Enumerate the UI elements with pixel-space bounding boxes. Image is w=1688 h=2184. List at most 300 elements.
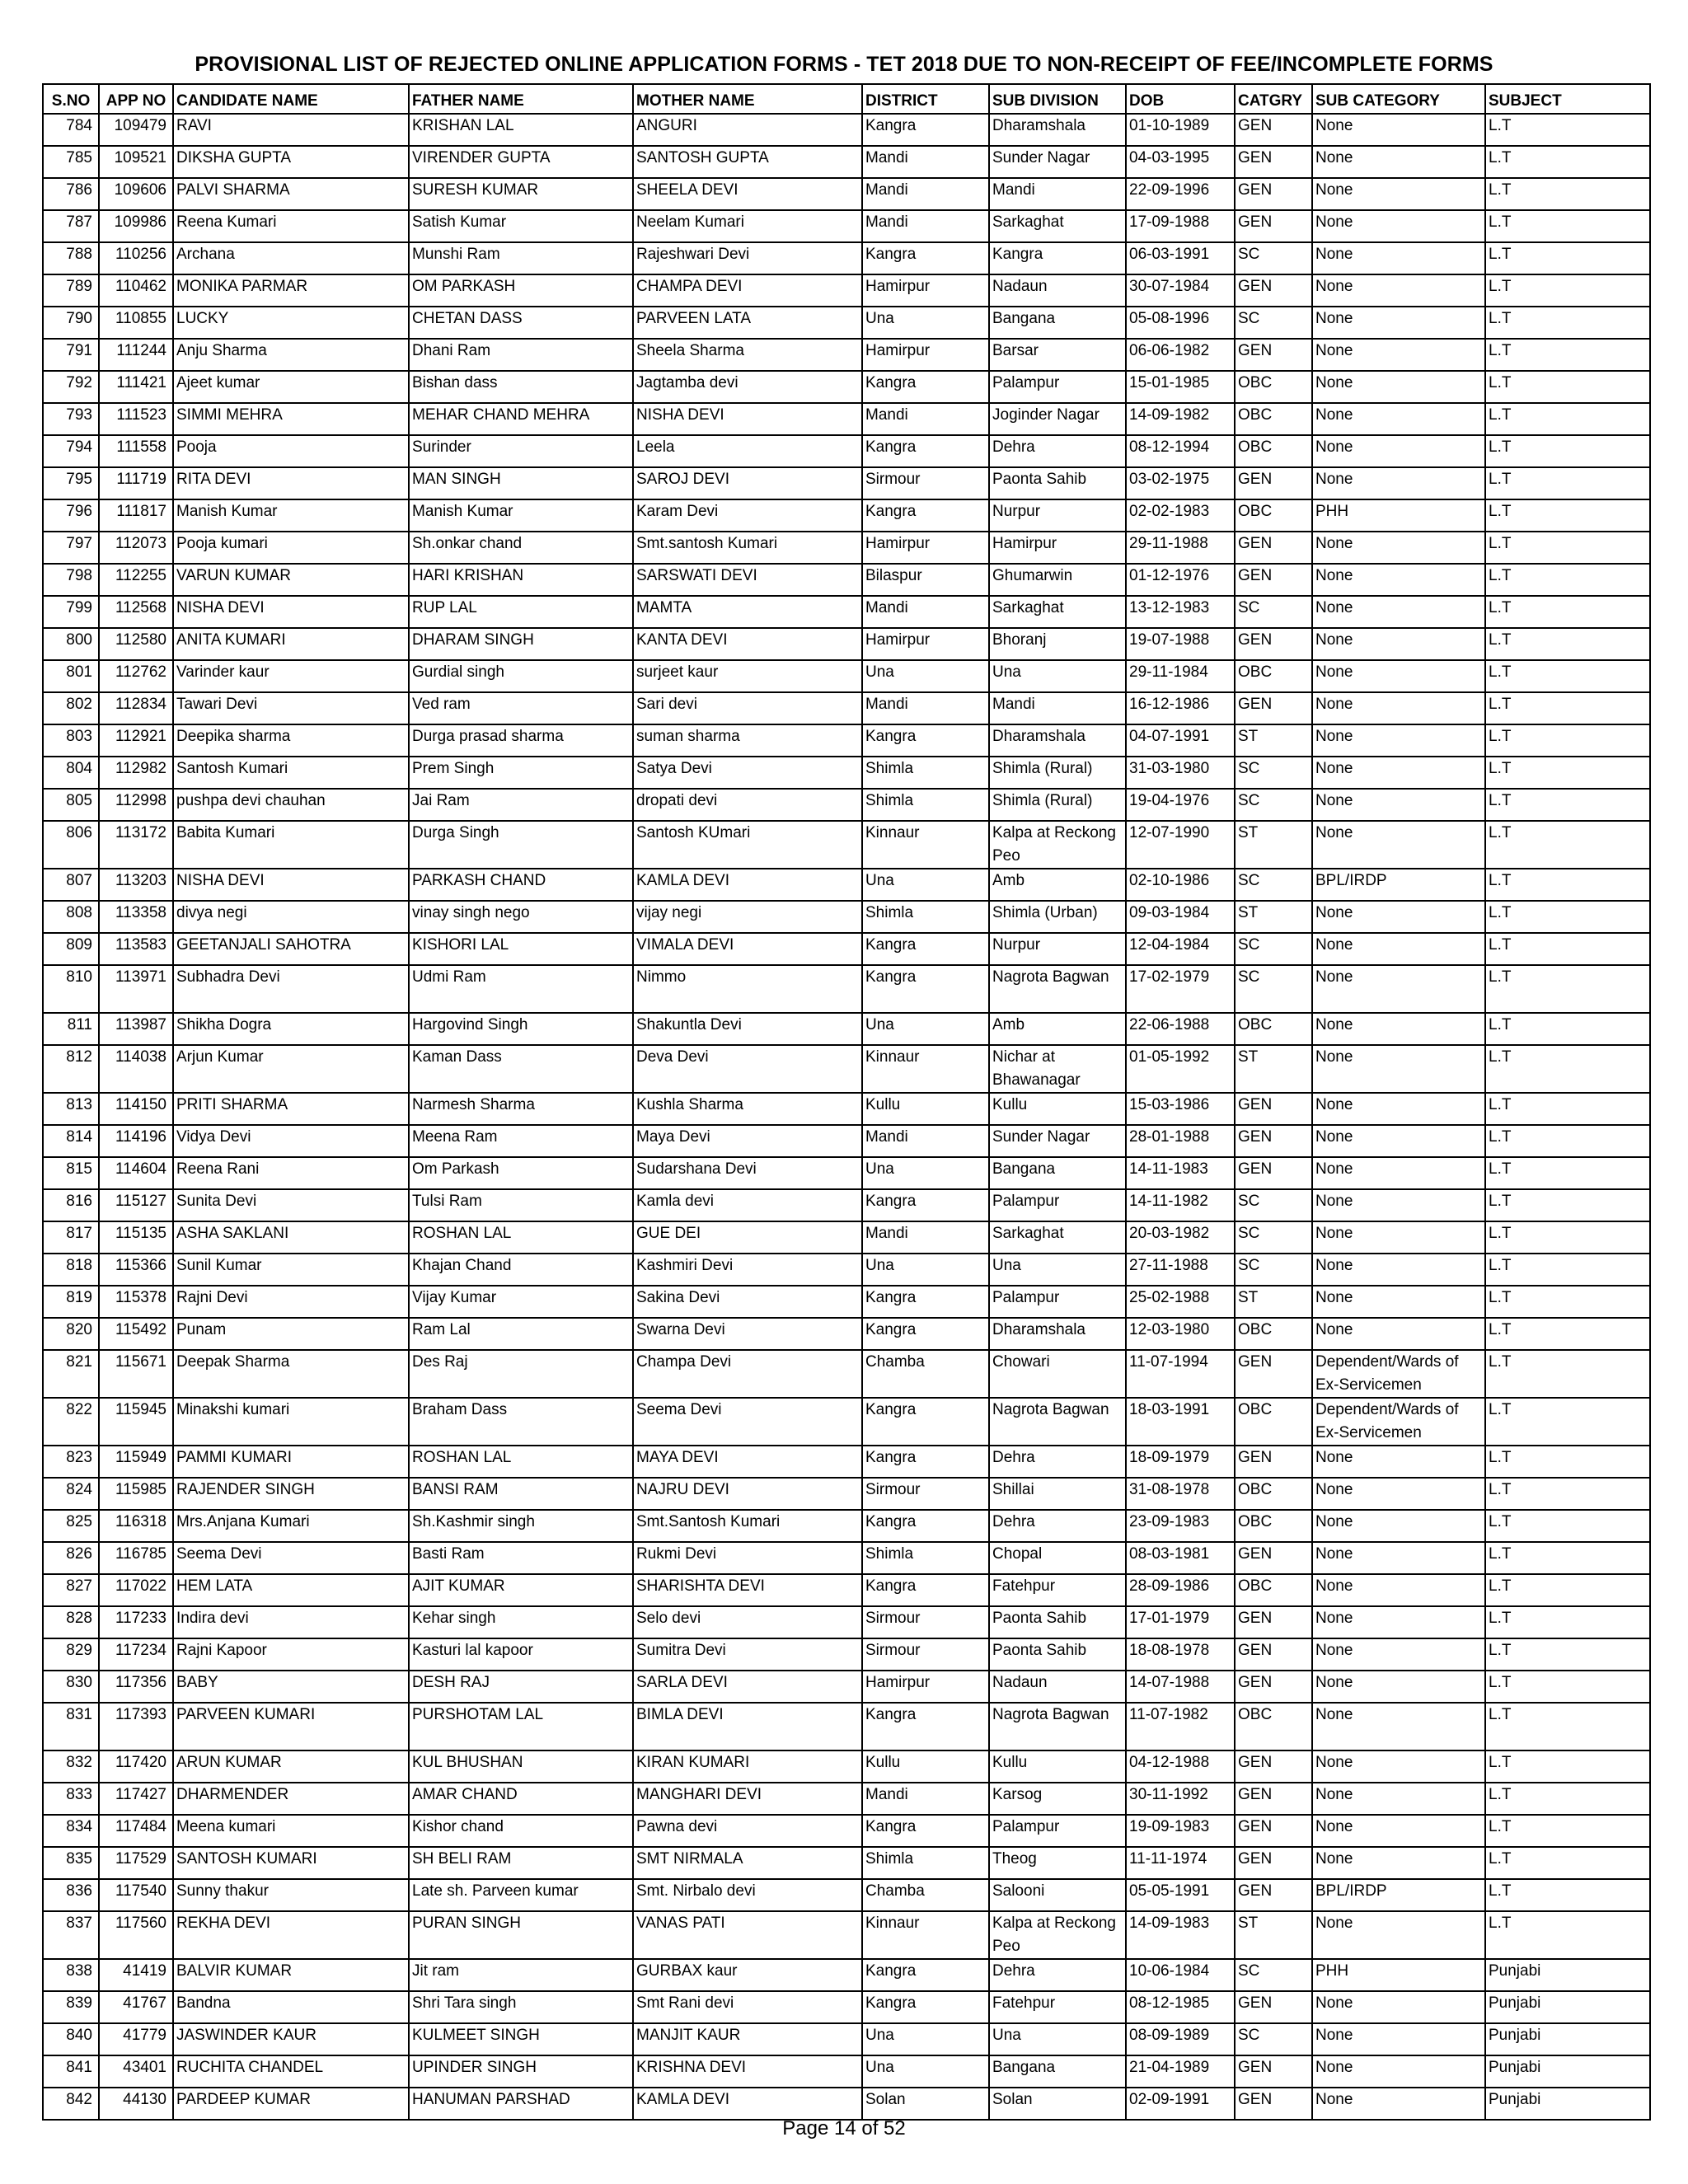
table-cell: 117540 [99, 1879, 173, 1911]
table-cell: Dehra [989, 435, 1126, 467]
table-cell: OBC [1235, 660, 1312, 692]
table-cell: VIRENDER GUPTA [409, 146, 633, 178]
table-cell: Una [862, 869, 989, 901]
table-cell: 29-11-1988 [1126, 532, 1235, 564]
table-cell: Leela [633, 435, 862, 467]
table-cell: Sakina Devi [633, 1286, 862, 1318]
table-cell: L.T [1485, 1189, 1650, 1221]
table-cell: Dharamshala [989, 114, 1126, 146]
table-cell: OBC [1235, 435, 1312, 467]
table-cell: SC [1235, 1189, 1312, 1221]
table-cell: 117427 [99, 1783, 173, 1815]
table-cell: Theog [989, 1847, 1126, 1879]
table-cell: None [1312, 1254, 1485, 1286]
table-cell: Shimla [862, 789, 989, 821]
table-cell: None [1312, 724, 1485, 757]
table-cell: OBC [1235, 1318, 1312, 1350]
table-cell: MEHAR CHAND MEHRA [409, 403, 633, 435]
table-cell: Anju Sharma [173, 339, 409, 371]
table-cell: Shillai [989, 1478, 1126, 1510]
table-row [43, 789, 1650, 821]
table-cell: GEN [1235, 1157, 1312, 1189]
table-cell: None [1312, 532, 1485, 564]
table-cell: 113203 [99, 869, 173, 901]
table-cell: 115127 [99, 1189, 173, 1221]
table-cell: Palampur [989, 371, 1126, 403]
table-row [43, 178, 1650, 210]
table-cell: DHARMENDER [173, 1783, 409, 1815]
table-cell: suman sharma [633, 724, 862, 757]
table-cell: None [1312, 789, 1485, 821]
table-cell: 14-11-1983 [1126, 1157, 1235, 1189]
table-cell: MAMTA [633, 596, 862, 628]
table-row [43, 1350, 1650, 1398]
table-cell: ST [1235, 821, 1312, 869]
table-row [43, 532, 1650, 564]
table-cell: L.T [1485, 1574, 1650, 1606]
table-row [43, 1879, 1650, 1911]
table-row [43, 1446, 1650, 1478]
table-cell: SMT NIRMALA [633, 1847, 862, 1879]
table-cell: Shimla [862, 1542, 989, 1574]
table-row [43, 1045, 1650, 1093]
table-cell: None [1312, 114, 1485, 146]
column-header: MOTHER NAME [633, 84, 862, 114]
table-cell: Sirmour [862, 1638, 989, 1671]
table-cell: Om Parkash [409, 1157, 633, 1189]
table-cell: L.T [1485, 1254, 1650, 1286]
table-cell: Dependent/Wards of Ex-Servicemen [1312, 1398, 1485, 1446]
table-cell: Archana [173, 242, 409, 274]
table-cell: AMAR CHAND [409, 1783, 633, 1815]
table-row [43, 1542, 1650, 1574]
table-cell: Barsar [989, 339, 1126, 371]
table-cell: 838 [43, 1959, 99, 1991]
table-cell: 14-11-1982 [1126, 1189, 1235, 1221]
table-cell: SC [1235, 789, 1312, 821]
table-cell: 801 [43, 660, 99, 692]
table-cell: Kangra [862, 242, 989, 274]
table-cell: Santosh Kumari [173, 757, 409, 789]
table-cell: Mandi [989, 178, 1126, 210]
table-cell: L.T [1485, 467, 1650, 499]
table-row [43, 1221, 1650, 1254]
table-cell: Kaman Dass [409, 1045, 633, 1093]
table-cell: 110462 [99, 274, 173, 307]
table-cell: Mandi [989, 692, 1126, 724]
table-row [43, 1638, 1650, 1671]
table-cell: REKHA DEVI [173, 1911, 409, 1959]
table-cell: 111558 [99, 435, 173, 467]
table-cell: 02-02-1983 [1126, 499, 1235, 532]
table-cell: 829 [43, 1638, 99, 1671]
table-cell: HEM LATA [173, 1574, 409, 1606]
table-cell: 117484 [99, 1815, 173, 1847]
table-cell: 810 [43, 965, 99, 1013]
table-cell: Vijay Kumar [409, 1286, 633, 1318]
table-cell: Sh.Kashmir singh [409, 1510, 633, 1542]
table-cell: ROSHAN LAL [409, 1446, 633, 1478]
table-cell: 116318 [99, 1510, 173, 1542]
table-cell: Punjabi [1485, 2055, 1650, 2088]
page-title: PROVISIONAL LIST OF REJECTED ONLINE APPLICATION FORMS - TET 2018 DUE TO NON-RECEIPT OF FEE/INCOMPLETE FORMS [195, 53, 1493, 76]
table-cell: Smt.Santosh Kumari [633, 1510, 862, 1542]
table-cell: Satish Kumar [409, 210, 633, 242]
table-cell: L.T [1485, 1911, 1650, 1959]
table-cell: Shikha Dogra [173, 1013, 409, 1045]
table-cell: 117420 [99, 1750, 173, 1783]
table-cell: L.T [1485, 1879, 1650, 1911]
table-cell: None [1312, 2023, 1485, 2055]
table-cell: GEN [1235, 1542, 1312, 1574]
table-cell: Amb [989, 1013, 1126, 1045]
table-cell: 803 [43, 724, 99, 757]
table-cell: Bilaspur [862, 564, 989, 596]
table-cell: Karsog [989, 1783, 1126, 1815]
table-row [43, 1703, 1650, 1750]
table-cell: 111719 [99, 467, 173, 499]
table-row [43, 933, 1650, 965]
table-cell: Kangra [862, 965, 989, 1013]
table-cell: 14-09-1983 [1126, 1911, 1235, 1959]
table-row [43, 146, 1650, 178]
table-cell: 115985 [99, 1478, 173, 1510]
table-cell: 20-03-1982 [1126, 1221, 1235, 1254]
table-cell: 19-09-1983 [1126, 1815, 1235, 1847]
table-row [43, 1318, 1650, 1350]
table-cell: L.T [1485, 499, 1650, 532]
table-cell: 799 [43, 596, 99, 628]
table-cell: 817 [43, 1221, 99, 1254]
table-cell: L.T [1485, 789, 1650, 821]
table-cell: None [1312, 307, 1485, 339]
table-cell: Santosh KUmari [633, 821, 862, 869]
table-cell: L.T [1485, 242, 1650, 274]
table-cell: Una [862, 2023, 989, 2055]
table-cell: GEN [1235, 1879, 1312, 1911]
table-cell: Udmi Ram [409, 965, 633, 1013]
table-cell: L.T [1485, 1478, 1650, 1510]
table-cell: VIMALA DEVI [633, 933, 862, 965]
table-cell: None [1312, 628, 1485, 660]
table-cell: Pawna devi [633, 1815, 862, 1847]
table-cell: Mandi [862, 1221, 989, 1254]
table-cell: Ghumarwin [989, 564, 1126, 596]
table-cell: Maya Devi [633, 1125, 862, 1157]
table-cell: 28-01-1988 [1126, 1125, 1235, 1157]
table-cell: 115492 [99, 1318, 173, 1350]
column-header: SUBJECT [1485, 84, 1650, 114]
table-cell: Mandi [862, 146, 989, 178]
table-row [43, 1750, 1650, 1783]
table-cell: GEN [1235, 1671, 1312, 1703]
table-cell: Fatehpur [989, 1574, 1126, 1606]
table-cell: 19-04-1976 [1126, 789, 1235, 821]
table-cell: Kullu [862, 1750, 989, 1783]
table-cell: 792 [43, 371, 99, 403]
table-cell: SARSWATI DEVI [633, 564, 862, 596]
table-cell: 112921 [99, 724, 173, 757]
table-cell: Mandi [862, 1783, 989, 1815]
table-cell: divya negi [173, 901, 409, 933]
table-cell: MANGHARI DEVI [633, 1783, 862, 1815]
table-cell: Deva Devi [633, 1045, 862, 1093]
table-cell: Nurpur [989, 933, 1126, 965]
table-cell: HANUMAN PARSHAD [409, 2088, 633, 2120]
table-cell: PARVEEN LATA [633, 307, 862, 339]
table-cell: Fatehpur [989, 1991, 1126, 2023]
table-cell: SC [1235, 2023, 1312, 2055]
table-cell: Mandi [862, 1125, 989, 1157]
table-cell: 830 [43, 1671, 99, 1703]
table-cell: 836 [43, 1879, 99, 1911]
table-row [43, 869, 1650, 901]
table-cell: 827 [43, 1574, 99, 1606]
table-cell: Minakshi kumari [173, 1398, 409, 1446]
table-cell: 18-03-1991 [1126, 1398, 1235, 1446]
table-cell: 30-07-1984 [1126, 274, 1235, 307]
table-cell: 113971 [99, 965, 173, 1013]
table-cell: None [1312, 467, 1485, 499]
table-cell: Kinnaur [862, 821, 989, 869]
table-cell: None [1312, 1446, 1485, 1478]
table-cell: RUP LAL [409, 596, 633, 628]
table-cell: OBC [1235, 1478, 1312, 1510]
table-cell: GEN [1235, 178, 1312, 210]
table-cell: None [1312, 1318, 1485, 1350]
table-row [43, 1606, 1650, 1638]
table-cell: None [1312, 1606, 1485, 1638]
table-cell: Sheela Sharma [633, 339, 862, 371]
table-cell: None [1312, 1045, 1485, 1093]
table-cell: Indira devi [173, 1606, 409, 1638]
table-cell: None [1312, 1815, 1485, 1847]
table-cell: KAMLA DEVI [633, 869, 862, 901]
table-cell: Sunil Kumar [173, 1254, 409, 1286]
table-cell: Shimla (Urban) [989, 901, 1126, 933]
table-cell: KIRAN KUMARI [633, 1750, 862, 1783]
table-cell: Dehra [989, 1959, 1126, 1991]
table-cell: Nadaun [989, 1671, 1126, 1703]
table-cell: SC [1235, 242, 1312, 274]
table-cell: 10-06-1984 [1126, 1959, 1235, 1991]
table-row [43, 1783, 1650, 1815]
table-cell: GEN [1235, 274, 1312, 307]
table-cell: 808 [43, 901, 99, 933]
table-cell: Solan [989, 2088, 1126, 2120]
table-cell: GEN [1235, 1638, 1312, 1671]
table-cell: Paonta Sahib [989, 1638, 1126, 1671]
table-cell: Neelam Kumari [633, 210, 862, 242]
table-cell: 816 [43, 1189, 99, 1221]
table-cell: Sarkaghat [989, 1221, 1126, 1254]
table-cell: SC [1235, 933, 1312, 965]
table-cell: ROSHAN LAL [409, 1221, 633, 1254]
table-cell: Ram Lal [409, 1318, 633, 1350]
table-cell: 785 [43, 146, 99, 178]
table-cell: None [1312, 210, 1485, 242]
table-cell: Sunder Nagar [989, 1125, 1126, 1157]
table-cell: ST [1235, 1911, 1312, 1959]
table-cell: 812 [43, 1045, 99, 1093]
table-cell: 111817 [99, 499, 173, 532]
table-cell: L.T [1485, 435, 1650, 467]
table-cell: Bhoranj [989, 628, 1126, 660]
table-cell: OBC [1235, 371, 1312, 403]
table-row [43, 628, 1650, 660]
table-cell: L.T [1485, 869, 1650, 901]
table-cell: Bangana [989, 307, 1126, 339]
table-row [43, 596, 1650, 628]
table-cell: 112982 [99, 757, 173, 789]
table-cell: 841 [43, 2055, 99, 2088]
table-cell: Mandi [862, 210, 989, 242]
table-cell: None [1312, 2055, 1485, 2088]
table-row [43, 114, 1650, 146]
table-cell: Dehra [989, 1446, 1126, 1478]
table-cell: Smt Rani devi [633, 1991, 862, 2023]
table-cell: L.T [1485, 1398, 1650, 1446]
table-cell: Subhadra Devi [173, 965, 409, 1013]
table-cell: L.T [1485, 1350, 1650, 1398]
table-cell: OBC [1235, 1510, 1312, 1542]
table-cell: Hargovind Singh [409, 1013, 633, 1045]
table-cell: KULMEET SINGH [409, 2023, 633, 2055]
table-cell: 826 [43, 1542, 99, 1574]
table-cell: 06-06-1982 [1126, 339, 1235, 371]
table-cell: 117233 [99, 1606, 173, 1638]
table-cell: JASWINDER KAUR [173, 2023, 409, 2055]
table-cell: Una [862, 2055, 989, 2088]
table-cell: NAJRU DEVI [633, 1478, 862, 1510]
table-cell: L.T [1485, 1125, 1650, 1157]
table-cell: None [1312, 1510, 1485, 1542]
table-cell: VANAS PATI [633, 1911, 862, 1959]
table-cell: Sumitra Devi [633, 1638, 862, 1671]
table-cell: KANTA DEVI [633, 628, 862, 660]
table-cell: PHH [1312, 1959, 1485, 1991]
table-cell: 115945 [99, 1398, 173, 1446]
table-cell: Kangra [862, 1398, 989, 1446]
table-cell: 05-05-1991 [1126, 1879, 1235, 1911]
table-cell: KISHORI LAL [409, 933, 633, 965]
table-cell: Sirmour [862, 1478, 989, 1510]
table-cell: MAYA DEVI [633, 1446, 862, 1478]
table-cell: PHH [1312, 499, 1485, 532]
table-cell: Kangra [862, 114, 989, 146]
table-cell: Una [862, 660, 989, 692]
table-cell: Khajan Chand [409, 1254, 633, 1286]
table-cell: L.T [1485, 965, 1650, 1013]
table-cell: L.T [1485, 1606, 1650, 1638]
table-cell: PARDEEP KUMAR [173, 2088, 409, 2120]
table-row [43, 2088, 1650, 2120]
table-cell: KAMLA DEVI [633, 2088, 862, 2120]
table-cell: SHEELA DEVI [633, 178, 862, 210]
table-cell: Nadaun [989, 274, 1126, 307]
table-cell: Punjabi [1485, 2088, 1650, 2120]
table-cell: L.T [1485, 1815, 1650, 1847]
table-cell: 806 [43, 821, 99, 869]
table-cell: NISHA DEVI [173, 596, 409, 628]
table-cell: Swarna Devi [633, 1318, 862, 1350]
table-row [43, 1671, 1650, 1703]
table-cell: 28-09-1986 [1126, 1574, 1235, 1606]
table-cell: 21-04-1989 [1126, 2055, 1235, 2088]
table-cell: Narmesh Sharma [409, 1093, 633, 1125]
table-row [43, 1478, 1650, 1510]
table-row [43, 2055, 1650, 2088]
table-cell: L.T [1485, 1671, 1650, 1703]
table-row [43, 1013, 1650, 1045]
table-cell: L.T [1485, 1750, 1650, 1783]
table-cell: 12-03-1980 [1126, 1318, 1235, 1350]
table-cell: SC [1235, 307, 1312, 339]
table-cell: Manish Kumar [173, 499, 409, 532]
table-row [43, 1398, 1650, 1446]
table-cell: L.T [1485, 339, 1650, 371]
table-cell: 110855 [99, 307, 173, 339]
table-cell: L.T [1485, 660, 1650, 692]
table-cell: 840 [43, 2023, 99, 2055]
table-cell: L.T [1485, 371, 1650, 403]
table-cell: None [1312, 1221, 1485, 1254]
table-cell: None [1312, 403, 1485, 435]
table-row [43, 2023, 1650, 2055]
table-cell: 117529 [99, 1847, 173, 1879]
table-cell: Jit ram [409, 1959, 633, 1991]
table-cell: SHARISHTA DEVI [633, 1574, 862, 1606]
table-cell: Kangra [862, 499, 989, 532]
table-cell: BPL/IRDP [1312, 869, 1485, 901]
table-cell: SC [1235, 596, 1312, 628]
table-cell: Hamirpur [862, 532, 989, 564]
table-cell: 834 [43, 1815, 99, 1847]
table-cell: 798 [43, 564, 99, 596]
table-cell: 11-11-1974 [1126, 1847, 1235, 1879]
table-cell: GEN [1235, 467, 1312, 499]
table-cell: GEN [1235, 564, 1312, 596]
table-cell: Shimla [862, 757, 989, 789]
table-cell: None [1312, 757, 1485, 789]
table-cell: 109986 [99, 210, 173, 242]
table-cell: 820 [43, 1318, 99, 1350]
table-cell: Una [862, 1013, 989, 1045]
table-cell: Kangra [862, 724, 989, 757]
table-cell: ANGURI [633, 114, 862, 146]
table-header-row [43, 84, 1650, 114]
table-cell: None [1312, 901, 1485, 933]
table-cell: Mandi [862, 178, 989, 210]
table-cell: Una [989, 1254, 1126, 1286]
table-cell: Smt. Nirbalo devi [633, 1879, 862, 1911]
table-cell: Mandi [862, 596, 989, 628]
table-cell: 839 [43, 1991, 99, 2023]
table-cell: 41767 [99, 1991, 173, 2023]
table-row [43, 1959, 1650, 1991]
table-cell: pushpa devi chauhan [173, 789, 409, 821]
table-cell: Gurdial singh [409, 660, 633, 692]
table-cell: SARLA DEVI [633, 1671, 862, 1703]
table-cell: Meena kumari [173, 1815, 409, 1847]
table-cell: OM PARKASH [409, 274, 633, 307]
table-cell: Bangana [989, 1157, 1126, 1189]
table-cell: 17-09-1988 [1126, 210, 1235, 242]
table-cell: 25-02-1988 [1126, 1286, 1235, 1318]
table-cell: L.T [1485, 564, 1650, 596]
table-row [43, 499, 1650, 532]
table-cell: ST [1235, 724, 1312, 757]
